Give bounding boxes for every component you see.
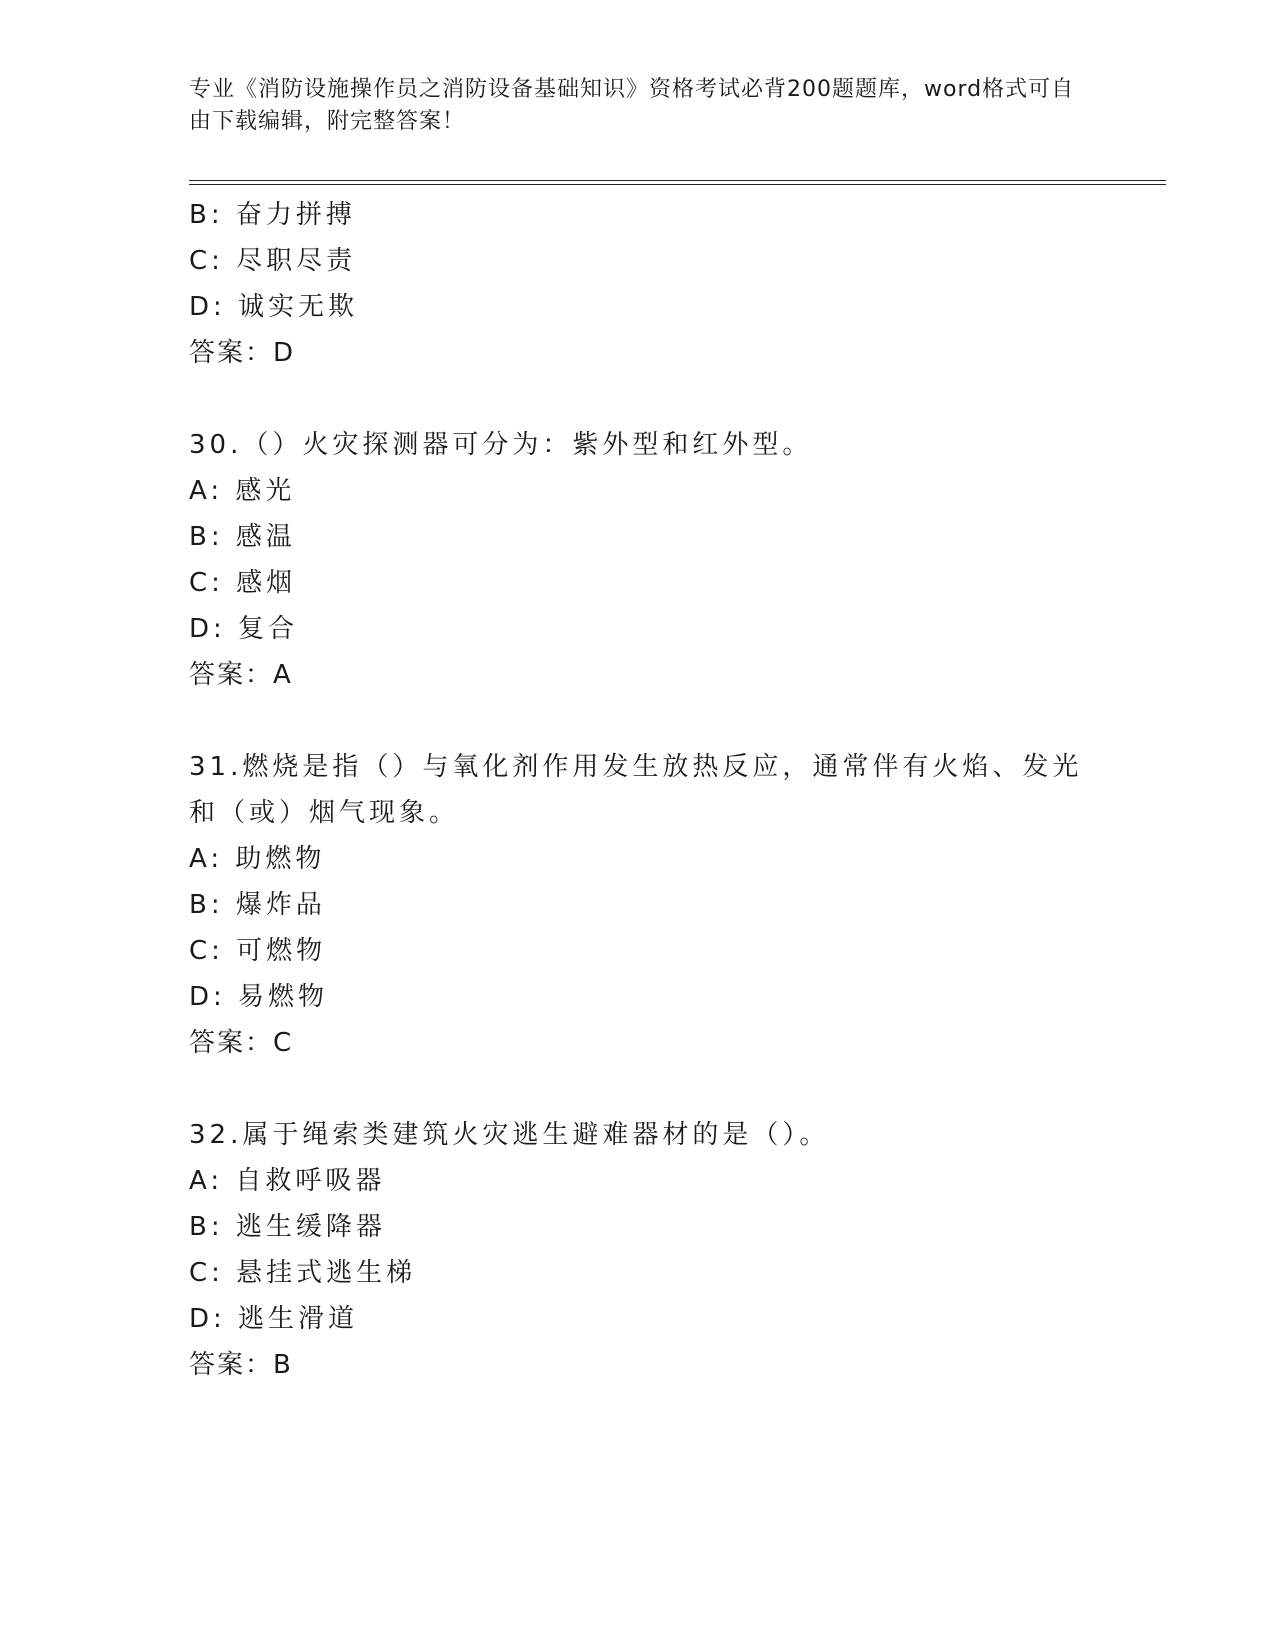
question-stem: 32.属于绳索类建筑火灾逃生避难器材的是（）。 <box>189 1120 830 1150</box>
option-b: B: 爆炸品 <box>189 890 326 920</box>
answer-label: 答案： <box>189 1028 274 1058</box>
answer-line <box>189 652 1089 698</box>
answer-label: 答案： <box>189 660 274 690</box>
answer-line <box>189 1342 1089 1388</box>
option-b: B: 奋力拼搏 <box>189 200 356 230</box>
option-a: A: 感光 <box>189 476 296 506</box>
option-c: C: 悬挂式逃生梯 <box>189 1258 417 1288</box>
answer-value: B <box>273 1350 291 1380</box>
header-divider-top <box>189 180 1166 181</box>
option-d: D: 易燃物 <box>189 982 329 1012</box>
option-c: C: 感烟 <box>189 568 297 598</box>
question-stem: 30.（）火灾探测器可分为：紫外型和红外型。 <box>189 430 813 460</box>
answer-line <box>189 330 1089 376</box>
question-stem: 31.燃烧是指（）与氧化剂作用发生放热反应，通常伴有火焰、发光和（或）烟气现象。 <box>189 752 1083 828</box>
option-b: B: 感温 <box>189 522 296 552</box>
answer-value: A <box>273 660 291 690</box>
answer-value: D <box>273 338 294 368</box>
question-list <box>189 192 1089 1388</box>
answer-label: 答案： <box>189 1350 274 1380</box>
option-c: C: 尽职尽责 <box>189 246 357 276</box>
option-c: C: 可燃物 <box>189 936 327 966</box>
option-d: D: 复合 <box>189 614 299 644</box>
answer-line <box>189 1020 1089 1066</box>
option-d: D: 诚实无欺 <box>189 292 359 322</box>
header-divider-bottom <box>189 184 1166 185</box>
answer-label: 答案： <box>189 338 274 368</box>
answer-value: C <box>273 1028 292 1058</box>
option-a: A: 助燃物 <box>189 844 326 874</box>
option-d: D: 逃生滑道 <box>189 1304 359 1334</box>
document-header: 专业《消防设施操作员之消防设备基础知识》资格考试必背200题题库，word格式可自由下载编辑，附完整答案！ <box>189 77 1075 134</box>
option-a: A: 自救呼吸器 <box>189 1166 386 1196</box>
option-b: B: 逃生缓降器 <box>189 1212 386 1242</box>
